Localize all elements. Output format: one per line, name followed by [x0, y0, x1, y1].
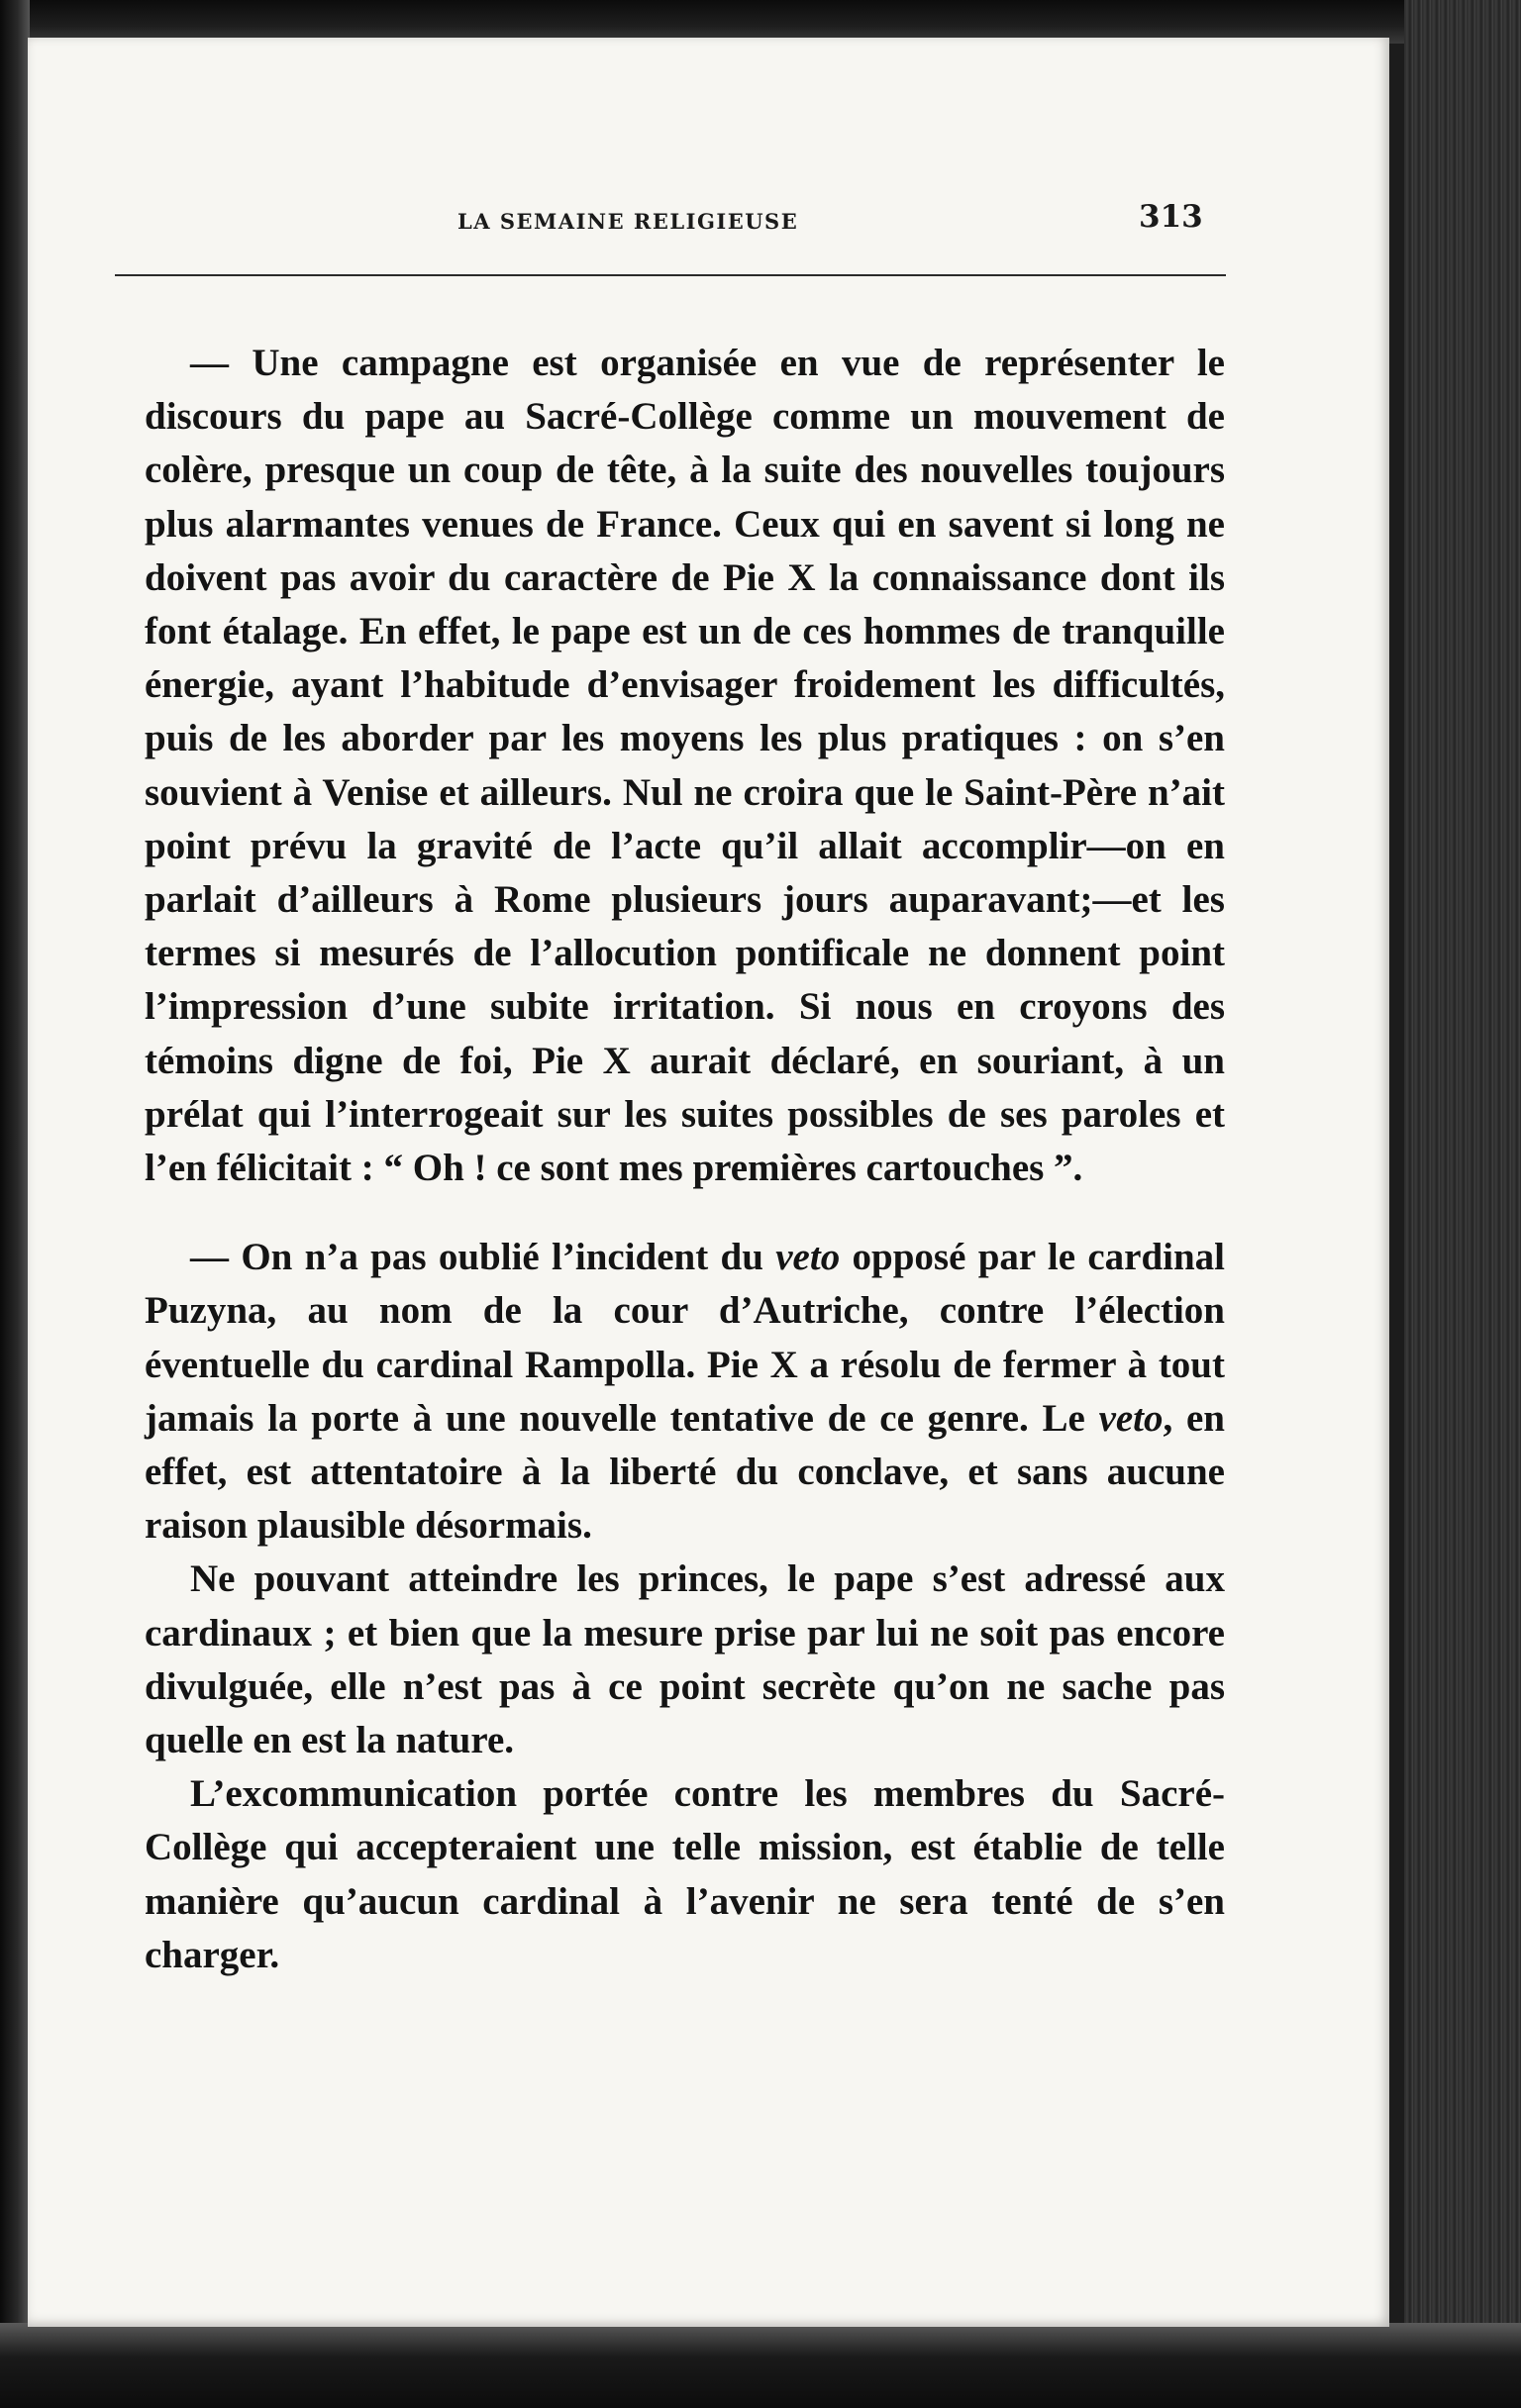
scan-left-edge [0, 0, 30, 2408]
page-header [28, 191, 1389, 251]
paragraph-veto-part-3: , en effet, est attentatoire à la liberté du conclave, et sans aucune raison plausible désormais. [145, 1396, 1225, 1548]
paragraph-campagne: — Une campagne est organisée en vue de représenter le discours du pape au Sacré-Collège comme un mouvement de colère, presque un coup de tête, à la suite des nouvelles toujours plus alarmantes venues de France. Ceux qui en savent si long ne doivent pas avoir du caractère de Pie X la connaissance dont ils font étalage. En effet, le pape est un de ces hommes de tranquille énergie, ayant l’habitude d’envisager froidement les difficultés, puis de les aborder par les moyens les plus pratiques : on s’en souvient à Venise et ailleurs. Nul ne croira que le Saint-Père n’ait point prévu la gravité de l’acte qu’il allait accomplir—on en parlait d’ailleurs à Rome plusieurs jours auparavant;—et les termes si mesurés de l’allocution pontificale ne donnent point l’impression d’une subite irritation. Si nous en croyons des témoins digne de foi, Pie X aurait déclaré, en souriant, à un prélat qui l’interrogeait sur les suites possibles de ses paroles et l’en félicitait : “ Oh ! ce sont mes premières cartouches ”. [145, 342, 1225, 1190]
page-number: 313 [1139, 199, 1203, 235]
paragraph-princes: Ne pouvant atteindre les princes, le pape s’est adressé aux cardinaux ; et bien que la mesure prise par lui ne soit pas encore divulguée, elle n’est pas à ce point secrète qu’on ne sache pas quelle en est la nature. [145, 1557, 1225, 1762]
body-text [145, 337, 1225, 1982]
running-title: LA SEMAINE RELIGIEUSE [457, 209, 799, 234]
book-page-edges [1404, 0, 1521, 2408]
paragraph-excommunication: L’excommunication portée contre les membres du Sacré-Collège qui accepteraient une telle mission, est établie de telle manière qu’aucun cardinal à l’avenir ne sera tenté de s’en charger. [145, 1772, 1225, 1976]
paragraph-veto [145, 1231, 1225, 1553]
book-page [28, 38, 1389, 2327]
italic-veto-2: veto [1098, 1396, 1164, 1440]
header-rule [115, 274, 1226, 276]
paragraph-veto-part-1: — On n’a pas oublié l’incident du [190, 1236, 776, 1279]
paragraph-veto-part-2: opposé par le cardinal Puzyna, au nom de la cour d’Autriche, contre l’élection éventuelle du cardinal Rampolla. Pie X a résolu de fermer à tout jamais la porte à une nouvelle tentative de ce genre. Le [145, 1236, 1225, 1440]
scan-bottom-edge [0, 2323, 1521, 2408]
italic-veto-1: veto [775, 1236, 841, 1279]
